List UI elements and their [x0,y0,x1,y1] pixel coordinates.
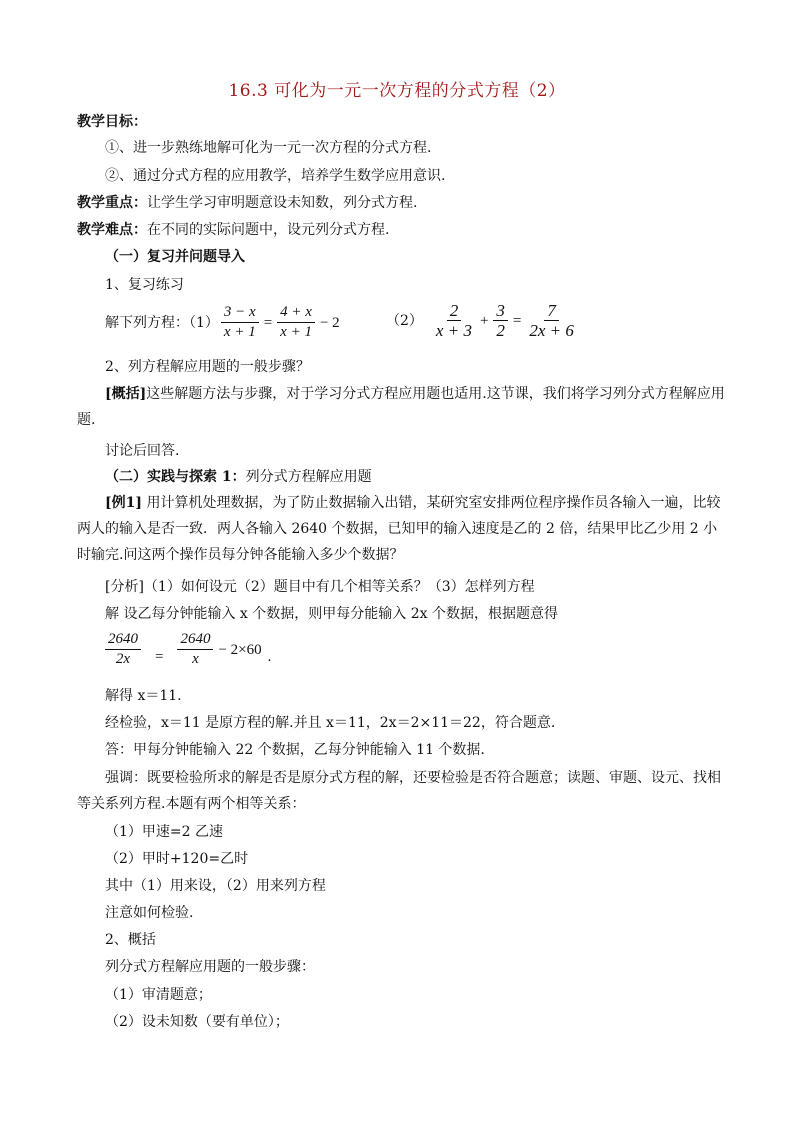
eq3-tail: − 2×60 [218,641,262,658]
result-text: 解得 x＝11. [105,688,182,704]
section-2-label: （二）实践与探索 1： [105,469,246,485]
eq1-num-1: 3 − x [221,304,259,323]
review-heading: 1、复习练习 [105,277,184,293]
section-2-heading [105,467,372,487]
eq1-den-2: x + 1 [280,324,312,340]
summary-label: [概括] [105,386,147,402]
eq3-period: . [267,648,272,665]
eq3-num-1: 2640 [105,631,141,650]
solution-text: 解 设乙每分钟能输入 x 个数据，则甲每分能输入 2x 个数据，根据题意得 [105,606,558,622]
eq1-tail: − 2 [319,314,340,331]
answer-text: 答：甲每分钟能输入 22 个数据，乙每分钟能输入 11 个数据. [105,742,485,758]
example-1-label: [例1] [105,495,142,511]
page-title: 16.3 可化为一元一次方程的分式方程（2） [228,81,566,101]
eq3-num-2: 2640 [177,631,213,650]
difficulty-point [77,220,389,240]
eq1-equals: = [263,314,273,331]
equation-row-1 [105,304,343,341]
discuss-text: 讨论后回答. [105,443,180,459]
objectives-heading: 教学目标： [77,114,147,130]
summary-paragraph [77,381,727,433]
eq2-fraction-1 [433,302,475,339]
check-note: 注意如何检验. [105,905,194,921]
eq3-fraction-right [177,631,213,668]
eq1-fraction-right [277,304,315,341]
eq2-fraction-2 [493,302,508,339]
emphasis-paragraph: 强调：既要检验所求的解是否是原分式方程的解，还要检验是否符合题意；读题、审题、设元、找相等关系列方程.本题有两个相等关系： [77,770,721,812]
summary-2-heading: 2、概括 [105,932,156,948]
steps-question: 2、列方程解应用题的一般步骤？ [105,359,310,375]
key-text: 让学生学习审明题意设未知数，列分式方程. [147,195,418,211]
eq2-num-3: 7 [544,302,559,321]
equation-row-2 [386,302,579,339]
difficulty-label: 教学难点： [77,222,147,238]
eq2-fraction-3 [526,302,577,339]
eq2-plus: + [479,312,489,329]
key-label: 教学重点： [77,195,147,211]
solve-prefix: 解下列方程：（1） [105,314,219,331]
part-2-label: （2） [386,312,423,329]
eq2-den-3: 2x + 6 [529,321,574,340]
step-2: （2）设未知数（要有单位）； [105,1014,289,1030]
eq3-fraction-left [105,631,141,668]
objective-1: ①、进一步熟练地解可化为一元一次方程的分式方程. [105,140,432,156]
step-1: （1）审清题意； [105,987,212,1003]
eq2-equals: = [512,312,522,329]
eq1-num-2: 4 + x [277,304,315,323]
relation-1: （1）甲速=2 乙速 [105,824,223,840]
equation-row-3 [103,631,274,668]
relation-note: 其中（1）用来设，（2）用来列方程 [105,878,326,894]
analysis-text: [分析]（1）如何设元（2）题目中有几个相等关系？（3）怎样列方程 [105,579,535,595]
eq3-den-1: 2x [115,651,131,667]
summary-text: 这些解题方法与步骤，对于学习分式方程应用题也适用.这节课，我们将学习列分式方程解应用题. [77,386,725,428]
example-1-text: 用计算机处理数据，为了防止数据输入出错，某研究室安排两位程序操作员各输入一遍，比较两人的输入是否一致．两人各输入 2640 个数据，已知甲的输入速度是乙的 2 倍，结果甲比乙少用 2 小时输完.问这两个操作员每分钟各能输入多少个数据？ [77,495,721,563]
difficulty-text: 在不同的实际问题中，设元列分式方程. [147,222,390,238]
example-1-paragraph [77,490,729,568]
eq1-fraction-left [221,304,259,341]
eq2-num-1: 2 [447,302,462,321]
check-text: 经检验，x＝11 是原方程的解.并且 x＝11，2x＝2×11＝22，符合题意. [105,715,556,731]
section-2-text: 列分式方程解应用题 [245,469,372,485]
relation-2: （2）甲时+120=乙时 [105,851,249,867]
eq1-den-1: x + 1 [223,324,256,340]
key-point [77,193,417,213]
section-1-heading: （一）复习并问题导入 [105,249,245,265]
eq3-den-2: x [192,651,199,667]
objective-2: ②、通过分式方程的应用教学，培养学生数学应用意识. [105,168,446,184]
steps-heading: 列分式方程解应用题的一般步骤： [105,959,315,975]
eq2-den-1: x + 3 [435,321,472,340]
eq2-den-2: 2 [496,321,505,340]
eq2-num-2: 3 [493,302,508,321]
eq3-equals: = [155,648,164,665]
